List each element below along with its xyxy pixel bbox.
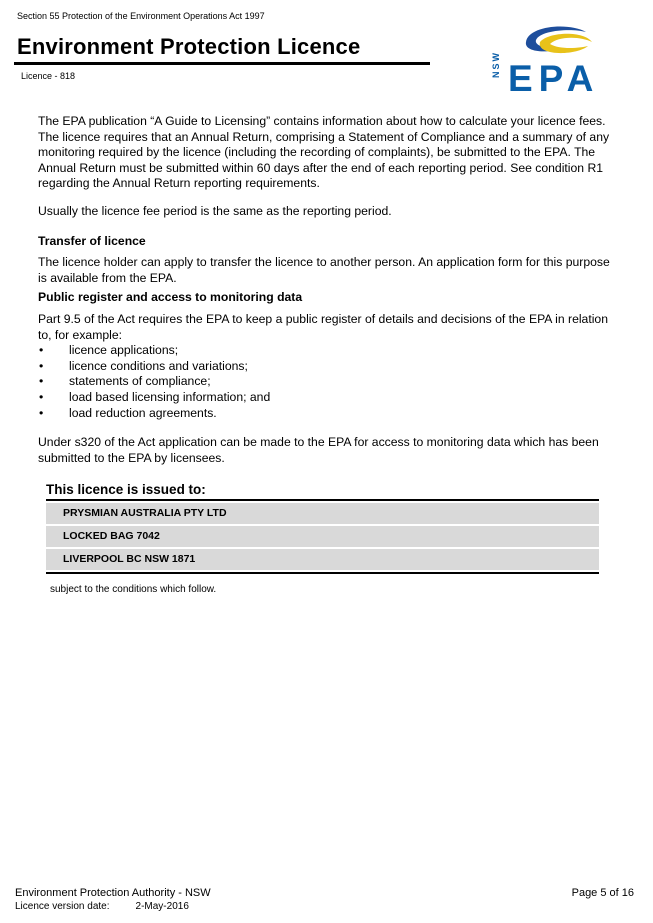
- list-item: • licence conditions and variations;: [38, 359, 613, 375]
- logo-swoosh-yellow: [540, 34, 592, 53]
- issued-heading: This licence is issued to:: [46, 482, 206, 497]
- register-paragraph: Part 9.5 of the Act requires the EPA to keep a public register of details and decisions of the EPA in relation to, for example:: [38, 311, 608, 342]
- list-item: • load reduction agreements.: [38, 406, 613, 422]
- transfer-paragraph: The licence holder can apply to transfer the licence to another person. An application form for this purpose is available from the EPA.: [38, 255, 610, 285]
- register-heading: Public register and access to monitoring data: [38, 290, 303, 305]
- transfer-heading: Transfer of licence: [38, 233, 146, 248]
- logo-name: EPA: [508, 58, 600, 98]
- issued-to-table: [46, 499, 599, 574]
- footer-authority: Environment Protection Authority - NSW: [15, 887, 211, 899]
- table-row: LIVERPOOL BC NSW 1871: [46, 549, 599, 570]
- fee-period-paragraph: Usually the licence fee period is the same as the reporting period.: [38, 203, 392, 218]
- footer-version-date: 2-May-2016: [135, 901, 189, 912]
- page-title: Environment Protection Licence: [17, 34, 361, 59]
- list-item: • load based licensing information; and: [38, 390, 613, 406]
- list-item: • statements of compliance;: [38, 374, 613, 390]
- s320-paragraph: Under s320 of the Act application can be made to the EPA for access to monitoring data which has been submitted to the EPA by licensees.: [38, 435, 599, 465]
- fees-paragraph: The EPA publication “A Guide to Licensing” contains information about how to calculate your licence fees. The licence requires that an Annual Return, comprising a Statement of Compliance and a summary of any monitoring required by the licence (including the recording of complaints), be submitted to the EPA. The Annual Return must be submitted within 60 days after the end of each reporting period. See condition R1 regarding the Annual Return reporting requirements.: [38, 114, 610, 191]
- title-divider: [14, 62, 430, 65]
- table-row: PRYSMIAN AUSTRALIA PTY LTD: [46, 503, 599, 524]
- page-number: Page 5 of 16: [571, 887, 634, 899]
- register-list: [38, 343, 613, 421]
- subject-note: subject to the conditions which follow.: [50, 584, 217, 595]
- logo-state: NSW: [491, 51, 501, 78]
- table-top-rule: [46, 499, 599, 501]
- act-reference: Section 55 Protection of the Environment Operations Act 1997: [17, 11, 265, 21]
- table-bottom-rule: [46, 572, 599, 574]
- list-item: • licence applications;: [38, 343, 613, 359]
- licence-number: Licence - 818: [21, 71, 76, 81]
- footer-version-label: Licence version date:: [15, 901, 110, 912]
- licence-body: [38, 114, 613, 466]
- epa-logo: [488, 20, 613, 98]
- footer-version: [15, 901, 189, 912]
- table-row: LOCKED BAG 7042: [46, 526, 599, 547]
